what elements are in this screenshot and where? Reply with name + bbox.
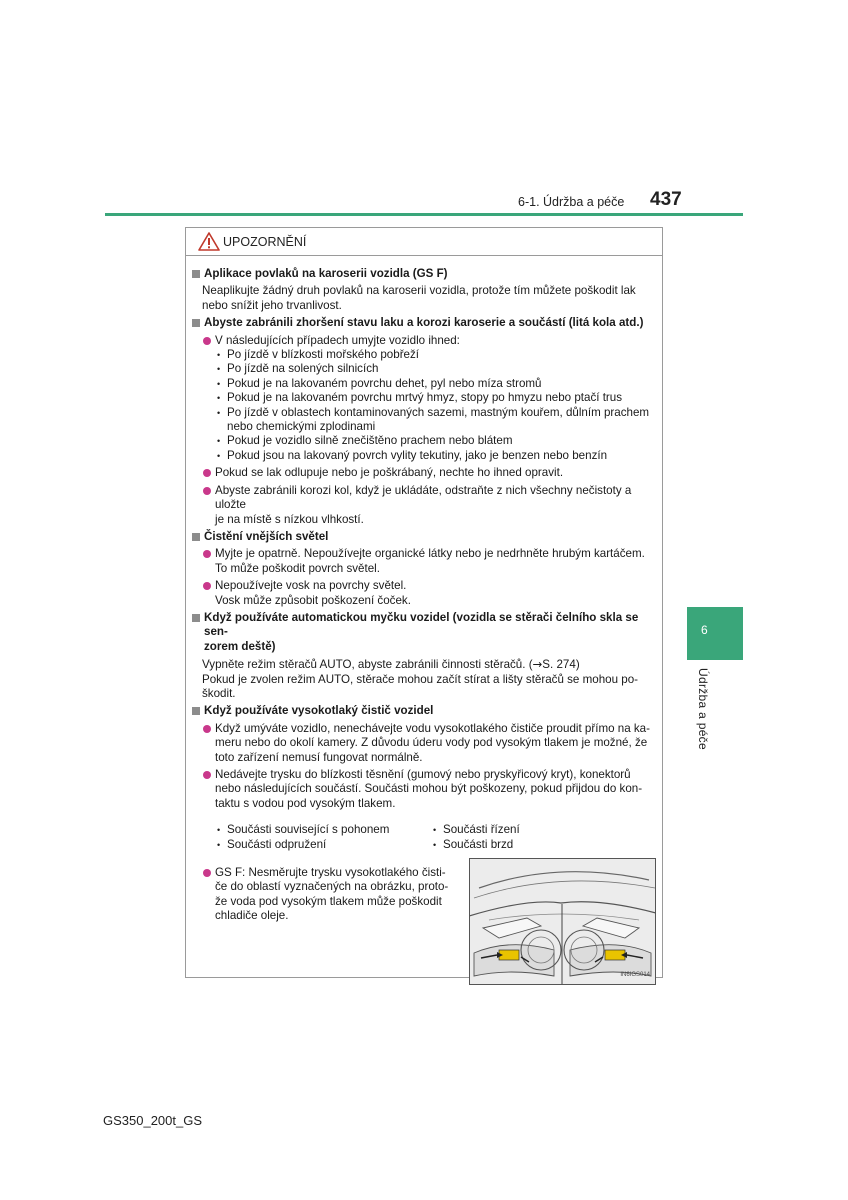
list-item: • Po jízdě v blízkosti mořského pobřeží [190, 348, 656, 362]
section-heading-corrosion: Abyste zabránili zhoršení stavu laku a korozi karoserie a součástí (litá kola atd.) [190, 316, 656, 330]
text-line: toto zařízení nemusí fungovat normálně. [215, 750, 423, 764]
wash-cases-list [190, 348, 656, 463]
list-item: • Pokud je na lakovaném povrchu mrtvý hmyz, stopy po hmyzu nebo ptačí trus [190, 391, 656, 405]
list-item-continuation: nebo chemickými zplodinami [227, 420, 376, 434]
list-item: • Pokud jsou na lakovaný povrch vylity tekutiny, jako je benzen nebo benzín [190, 449, 656, 463]
bullet-gsf-oil-cooler [190, 866, 455, 985]
chapter-title-vertical: Údržba a péče [696, 668, 710, 750]
text-line: zorem deště) [204, 639, 276, 653]
coatings-text [190, 284, 656, 313]
section-heading-pressure-washer: Když používáte vysokotlaký čistič vozidel [190, 704, 656, 718]
chapter-number: 6 [701, 623, 708, 637]
section-heading-coatings: Aplikace povlaků na karoserii vozidla (GS F) [190, 267, 656, 281]
text-line: chladiče oleje. [215, 909, 289, 923]
oil-cooler-figure [469, 858, 656, 985]
bullet-camera [190, 722, 656, 765]
warning-title: UPOZORNĚNÍ [223, 235, 307, 249]
section-heading-lights: Čistění vnějších světel [190, 530, 656, 544]
bullet-no-wax [190, 579, 656, 608]
text-line: nebo následujících součástí. Součásti mohou být poškozeny, pokud přijdou do kon- [215, 782, 643, 796]
figure-code: IN6IGS014 [620, 971, 650, 978]
bullet-paint-repair: Pokud se lak odlupuje nebo je poškrábaný, nechte ho ihned opravit. [190, 466, 656, 480]
text-line: je na místě s nízkou vlhkostí. [215, 512, 364, 526]
list-item: • Součásti odpružení [214, 838, 430, 852]
text-line: GS F: Nesměrujte trysku vysokotlakého čisti- [215, 866, 446, 880]
list-item: • Pokud je vozidlo silně znečištěno prachem nebo blátem [190, 434, 656, 448]
text-line: nebo snížit jeho trvanlivost. [202, 298, 342, 312]
text-line: Myjte je opatrně. Nepoužívejte organické látky nebo je nedrhněte hrubým kartáčem. [215, 547, 645, 561]
text-line: Abyste zabránili korozi kol, když je ukládáte, odstraňte z nich všechny nečistoty a uložte [215, 483, 632, 512]
arrow-right-icon: → [532, 657, 543, 672]
footer-model-code: GS350_200t_GS [103, 1113, 203, 1128]
header-rule [105, 213, 743, 216]
components-left [214, 823, 430, 852]
text-line: že voda pod vysokým tlakem může poškodit [215, 894, 442, 908]
list-item: • Po jízdě na solených silnicích [190, 362, 656, 376]
list-item: • Pokud je na lakovaném povrchu dehet, pyl nebo míza stromů [190, 377, 656, 391]
text-line: Když používáte automatickou myčku vozidel (vozidla se stěrači čelního skla se sen- [204, 610, 639, 639]
chapter-tab [687, 607, 743, 660]
page-number: 437 [650, 189, 682, 210]
list-item: • Součásti související s pohonem [214, 823, 430, 837]
bullet-wash-carefully [190, 547, 656, 576]
list-item: • Součásti brzd [430, 838, 646, 852]
components-list [190, 823, 656, 852]
text-line: če do oblastí vyznačených na obrázku, proto- [215, 880, 449, 894]
gsf-row [190, 863, 656, 985]
text-line: Když umýváte vozidlo, nenechávejte vodu vysokotlakého čističe proudit přímo na ka- [215, 721, 650, 735]
section-title: 6-1. Údržba a péče [518, 195, 625, 209]
text-line: Nepoužívejte vosk na povrchy světel. [215, 579, 407, 593]
list-item: • Součásti řízení [430, 823, 646, 837]
warning-triangle-icon [198, 232, 220, 251]
text-line: Vosk může způsobit poškození čoček. [215, 593, 411, 607]
bullet-nozzle [190, 768, 656, 811]
bullet-wheel-storage [190, 484, 656, 527]
text-line: škodit. [202, 686, 236, 700]
text-line: To může poškodit povrch světel. [215, 561, 380, 575]
components-right [430, 823, 646, 852]
text-line: Neaplikujte žádný druh povlaků na karoserii vozidla, protože tím můžete poškodit lak [202, 284, 636, 298]
text-line: meru nebo do okolí kamery. Z důvodu úderu vody pod vysokým tlakem je možné, že [215, 736, 648, 750]
page-reference: S. 274) [542, 658, 580, 672]
text-line: taktu s vodou pod vysokým tlakem. [215, 796, 396, 810]
warning-header [186, 228, 662, 256]
text-line: Pokud je zvolen režim AUTO, stěrače mohou začít stírat a lišty stěračů se mohou po- [202, 672, 639, 686]
text-line: Nedávejte trysku do blízkosti těsnění (gumový nebo pryskyřicový kryt), konektorů [215, 768, 631, 781]
text-line [202, 657, 656, 672]
text-fragment: Vypněte režim stěračů AUTO, abyste zabránili činnosti stěračů. ( [202, 658, 533, 672]
car-wash-text [190, 657, 656, 701]
warning-box [185, 227, 663, 978]
warning-content [190, 264, 656, 985]
car-front-illustration [469, 858, 656, 985]
section-heading-car-wash [190, 611, 656, 654]
bullet-wash-immediately: V následujících případech umyjte vozidlo ihned: [190, 334, 656, 348]
list-item: • Po jízdě v oblastech kontaminovaných sazemi, mastným kouřem, důlním prachem [190, 406, 656, 420]
